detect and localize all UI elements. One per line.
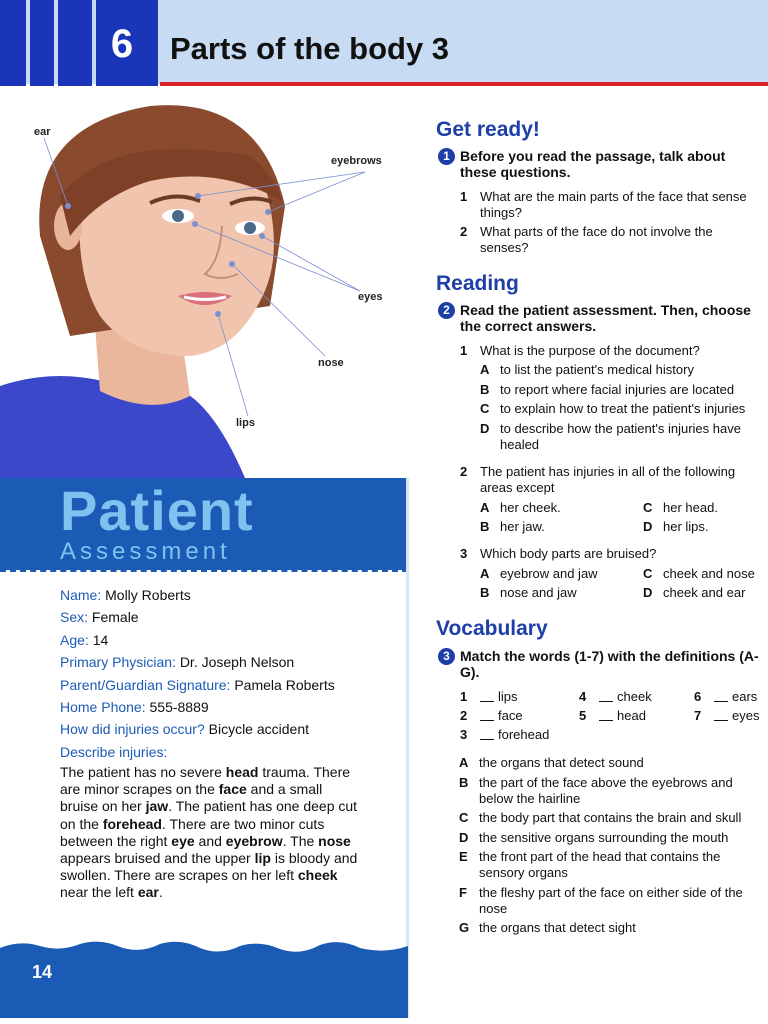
task-3-text: Match the words (1-7) with the definitions (A-G). <box>460 648 759 680</box>
reading-q1-option-b: B to report where facial injuries are located <box>480 382 735 397</box>
task-3-number: 3 <box>438 648 455 665</box>
answer-blank[interactable] <box>599 720 613 721</box>
assessment-title: Patient <box>60 479 254 542</box>
vocab-word-1: 1 lips <box>460 689 518 704</box>
definition-f: F the fleshy part of the face on either side of the nose <box>459 885 743 916</box>
reading-q3-option-a: A eyebrow and jaw <box>480 566 598 581</box>
definition-e: E the front part of the head that contains the sensory organs <box>459 849 721 880</box>
task-2-text: Read the patient assessment. Then, choose the correct answers. <box>460 302 751 334</box>
page-title: Parts of the body 3 <box>170 31 450 66</box>
label-eyebrows: eyebrows <box>331 155 382 167</box>
definition-b: B the part of the face above the eyebrows and below the hairline <box>459 775 733 806</box>
reading-q3-option-d: D cheek and ear <box>643 585 746 600</box>
answer-blank[interactable] <box>714 720 728 721</box>
reading-q2: 2 The patient has injuries in all of the following areas except <box>460 464 736 495</box>
task-3 <box>438 648 760 680</box>
reading-q2-option-b: B her jaw. <box>480 519 545 534</box>
definition-g: G the organs that detect sight <box>459 920 636 935</box>
reading-q1: 1 What is the purpose of the document? <box>460 343 700 358</box>
task-1 <box>438 148 760 180</box>
vocab-word-6: 6 ears <box>694 689 758 704</box>
field-phone: Home Phone: 555-8889 <box>60 698 209 715</box>
reading-q3-option-c: C cheek and nose <box>643 566 755 581</box>
get-ready-q1: 1 What are the main parts of the face that sense things? <box>460 189 747 220</box>
task-2-number: 2 <box>438 302 455 319</box>
body-part-term: face <box>218 781 247 798</box>
reading-q1-option-c: C to explain how to treat the patient's injuries <box>480 401 746 416</box>
face-illustration <box>0 86 408 478</box>
definition-d: D the sensitive organs surrounding the mouth <box>459 830 729 845</box>
field-cause: How did injuries occur? Bicycle accident <box>60 721 310 738</box>
label-nose: nose <box>318 357 344 369</box>
header-stripe <box>0 0 26 100</box>
description-text: near the left <box>60 884 138 901</box>
definition-c: C the body part that contains the brain and skull <box>459 810 742 825</box>
task-1-text: Before you read the passage, talk about these questions. <box>460 148 726 180</box>
injury-description <box>60 764 360 902</box>
header-stripe <box>58 0 92 100</box>
answer-blank[interactable] <box>599 701 613 702</box>
vocab-word-5: 5 head <box>579 708 646 723</box>
get-ready-q2: 2 What parts of the face do not involve the senses? <box>460 224 713 255</box>
description-text: . There are two minor cuts between the right <box>60 815 325 849</box>
vocab-word-7: 7 eyes <box>694 708 760 723</box>
vocab-word-2: 2 face <box>460 708 523 723</box>
assessment-subtitle: Assessment <box>60 538 231 565</box>
label-eyes: eyes <box>358 291 383 303</box>
task-2 <box>438 302 760 334</box>
vocab-word-4: 4 cheek <box>579 689 652 704</box>
description-text: . The <box>282 832 319 849</box>
description-text: . The patient has one deep cut on the <box>60 798 358 832</box>
face-photo <box>0 86 408 478</box>
heading-get-ready: Get ready! <box>436 118 540 141</box>
body-part-term: head <box>225 764 259 780</box>
field-name: Name: Molly Roberts <box>60 587 191 603</box>
vocab-word-3: 3 forehead <box>460 727 550 742</box>
answer-blank[interactable] <box>480 701 494 702</box>
assessment-edge <box>406 478 409 1018</box>
body-part-term: ear <box>137 884 159 901</box>
body-part-term: eyebrow <box>225 832 283 849</box>
reading-q2-option-a: A her cheek. <box>480 500 561 515</box>
field-physician: Primary Physician: Dr. Joseph Nelson <box>60 654 295 671</box>
reading-q1-option-d: D to describe how the patient's injuries have healed <box>480 421 741 452</box>
reading-q2-option-c: C her head. <box>643 500 718 515</box>
bottom-wave <box>0 938 408 1018</box>
body-part-term: cheek <box>297 867 338 884</box>
answer-blank[interactable] <box>480 720 494 721</box>
description-text: appears bruised and the upper <box>60 850 255 867</box>
answer-blank[interactable] <box>714 701 728 702</box>
description-text: is bloody and swollen. There are scrapes on her left <box>60 850 358 884</box>
patient-fields <box>60 584 335 763</box>
reading-q3-option-b: B nose and jaw <box>480 585 577 600</box>
label-lips: lips <box>236 417 255 429</box>
reading-q2-option-d: D her lips. <box>643 519 709 534</box>
definition-a: A the organs that detect sound <box>459 755 644 770</box>
field-guardian: Parent/Guardian Signature: Pamela Roberts <box>60 676 335 693</box>
description-text: The patient has no severe <box>60 764 226 780</box>
description-text: and a small bruise on her <box>60 781 323 815</box>
reading-q3: 3 Which body parts are bruised? <box>460 546 657 561</box>
unit-number: 6 <box>110 22 134 66</box>
body-part-term: nose <box>318 832 351 849</box>
label-ear: ear <box>34 126 51 138</box>
description-text: trauma. There are minor scrapes on the <box>60 764 351 798</box>
body-part-term: jaw <box>145 798 169 815</box>
body-part-term: lip <box>254 850 271 867</box>
description-text: . <box>158 884 163 901</box>
heading-reading: Reading <box>436 272 519 295</box>
body-part-term: eye <box>171 832 195 849</box>
page-number: 14 <box>32 962 53 982</box>
header-stripe <box>30 0 54 100</box>
answer-blank[interactable] <box>480 739 494 740</box>
assessment-divider <box>0 570 408 572</box>
field-age: Age: 14 <box>60 631 109 648</box>
reading-q1-option-a: A to list the patient's medical history <box>480 362 694 377</box>
body-part-term: forehead <box>102 815 162 832</box>
field-describe: Describe injuries: <box>60 743 168 760</box>
field-sex: Sex: Female <box>60 609 139 626</box>
task-1-number: 1 <box>438 148 455 165</box>
description-text: and <box>194 832 226 849</box>
heading-vocabulary: Vocabulary <box>436 617 548 640</box>
